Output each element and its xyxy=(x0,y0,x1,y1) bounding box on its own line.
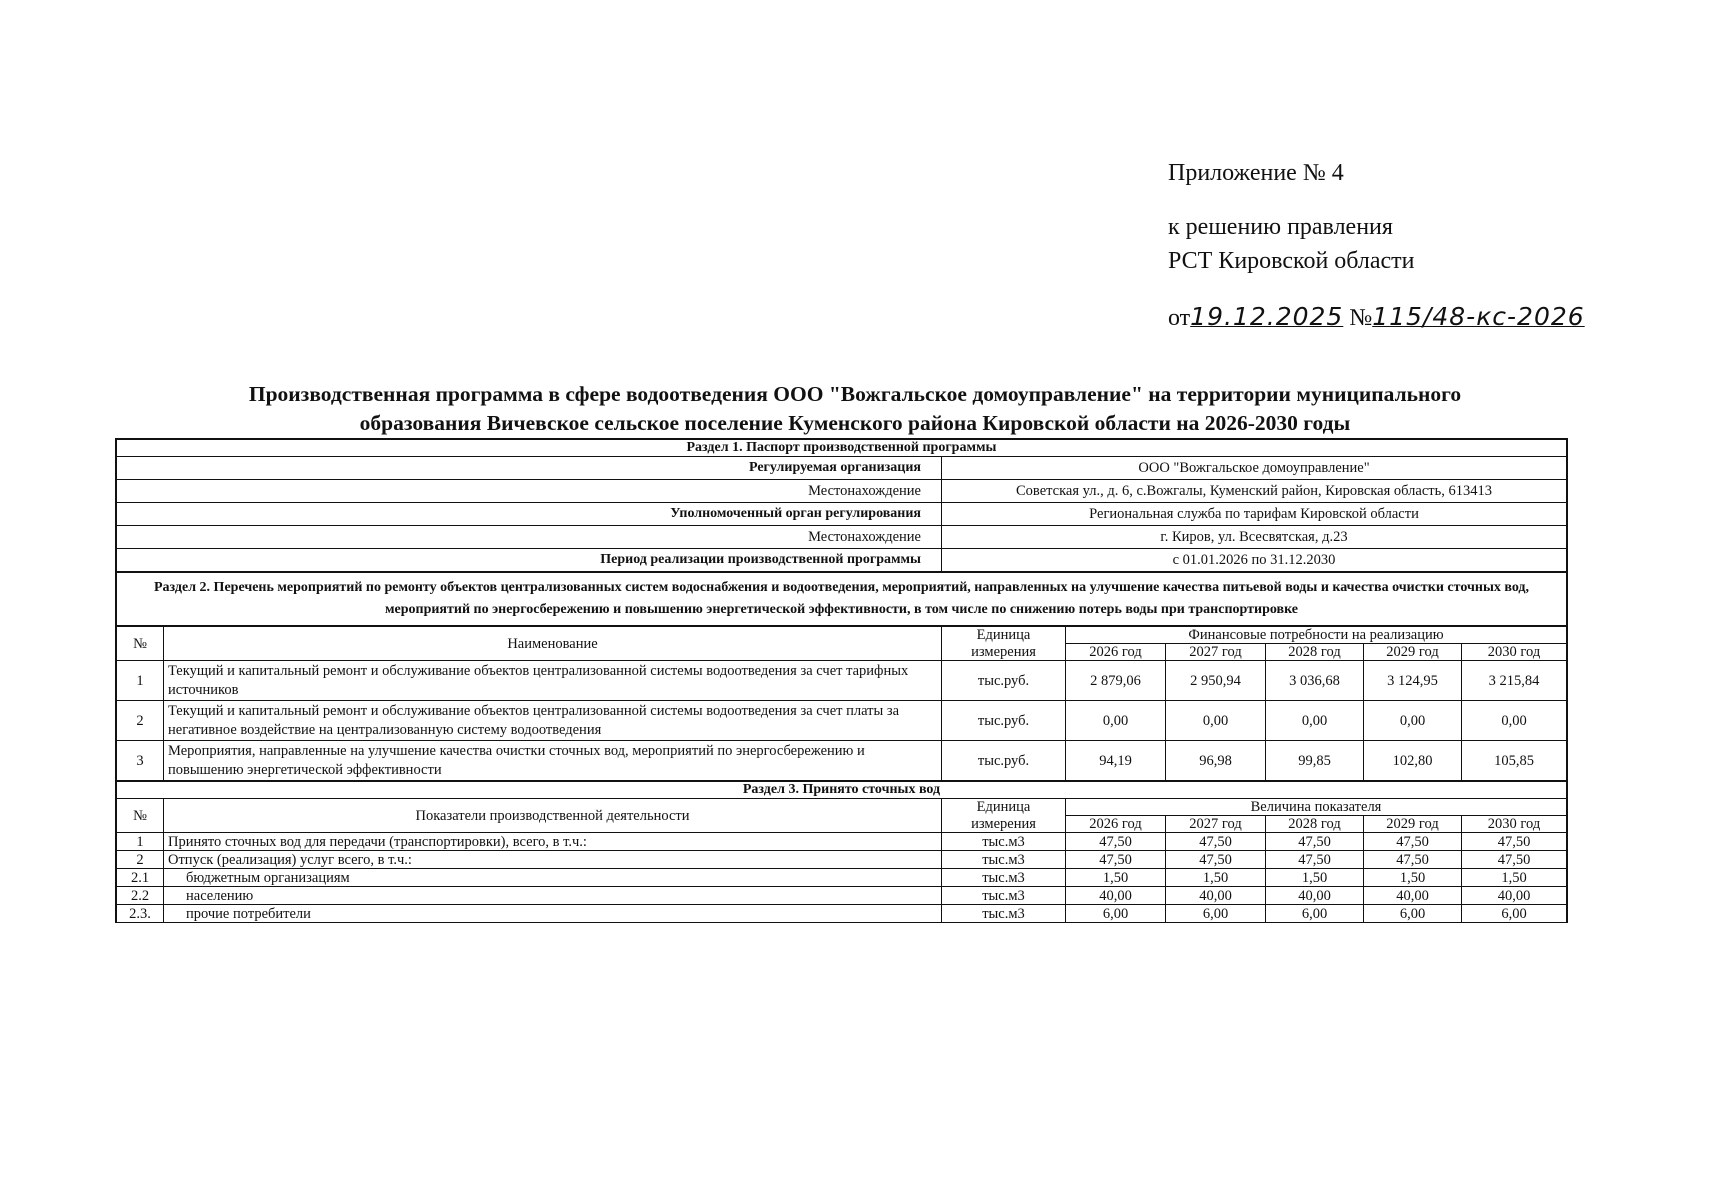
measure-value: 94,19 xyxy=(1066,741,1166,781)
indicator-value: 40,00 xyxy=(1066,887,1166,905)
measure-row xyxy=(117,661,1567,701)
passport-row xyxy=(117,480,1567,503)
s2-header-num: № xyxy=(117,627,164,661)
indicator-value: 6,00 xyxy=(1266,905,1364,923)
indicator-unit: тыс.м3 xyxy=(942,851,1066,869)
measure-row xyxy=(117,741,1567,781)
s3-header-year: 2030 год xyxy=(1462,816,1567,833)
measure-value: 3 215,84 xyxy=(1462,661,1567,701)
indicator-value: 47,50 xyxy=(1066,851,1166,869)
measure-value: 0,00 xyxy=(1166,701,1266,741)
indicator-value: 40,00 xyxy=(1166,887,1266,905)
measure-name: Текущий и капитальный ремонт и обслуживание объектов централизованной системы водоотведения за счет тарифных источников xyxy=(164,661,942,701)
indicator-value: 1,50 xyxy=(1364,869,1462,887)
s3-header-unit-2: измерения xyxy=(942,816,1066,833)
indicator-unit: тыс.м3 xyxy=(942,869,1066,887)
indicator-value: 47,50 xyxy=(1266,851,1364,869)
indicator-value: 1,50 xyxy=(1462,869,1567,887)
indicator-value: 47,50 xyxy=(1266,833,1364,851)
indicator-row xyxy=(117,851,1567,869)
s3-header-unit-1: Единица xyxy=(942,799,1066,816)
indicator-value: 6,00 xyxy=(1462,905,1567,923)
s2-header-year: 2028 год xyxy=(1266,644,1364,661)
passport-value: Советская ул., д. 6, с.Вожгалы, Куменский район, Кировская область, 613413 xyxy=(942,480,1567,503)
measure-value: 102,80 xyxy=(1364,741,1462,781)
section3-indicators-table xyxy=(116,781,1567,923)
handwritten-date: 19.12.2025 xyxy=(1190,302,1344,331)
indicator-value: 47,50 xyxy=(1462,851,1567,869)
measure-unit: тыс.руб. xyxy=(942,741,1066,781)
s2-header-year: 2026 год xyxy=(1066,644,1166,661)
measure-value: 2 950,94 xyxy=(1166,661,1266,701)
number-prefix: № xyxy=(1349,305,1373,331)
measure-num: 2 xyxy=(117,701,164,741)
passport-label: Регулируемая организация xyxy=(117,457,942,480)
measure-unit: тыс.руб. xyxy=(942,661,1066,701)
section1-passport-table xyxy=(116,439,1567,572)
measure-num: 3 xyxy=(117,741,164,781)
passport-row xyxy=(117,549,1567,572)
indicator-unit: тыс.м3 xyxy=(942,887,1066,905)
measure-value: 96,98 xyxy=(1166,741,1266,781)
measure-row xyxy=(117,701,1567,741)
measure-value: 3 036,68 xyxy=(1266,661,1364,701)
indicator-value: 1,50 xyxy=(1166,869,1266,887)
s3-header-group: Величина показателя xyxy=(1066,799,1567,816)
document-title xyxy=(110,380,1600,438)
section2-title: Раздел 2. Перечень мероприятий по ремонту объектов централизованных систем водоснабжения и водоотведения, мероприятий, направленных на улучшение качества питьевой воды и качества очистки сточных вод, мероприятий по энергосбережению и повышению энергетической эффективности, в том числе по снижению потерь воды при транспортировке xyxy=(117,573,1567,626)
indicator-value: 6,00 xyxy=(1364,905,1462,923)
indicator-name: бюджетным организациям xyxy=(164,869,942,887)
passport-value: с 01.01.2026 по 31.12.2030 xyxy=(942,549,1567,572)
indicator-unit: тыс.м3 xyxy=(942,905,1066,923)
indicator-num: 1 xyxy=(117,833,164,851)
indicator-row xyxy=(117,869,1567,887)
indicator-name: Отпуск (реализация) услуг всего, в т.ч.: xyxy=(164,851,942,869)
s2-header-unit-1: Единица xyxy=(942,627,1066,644)
measure-num: 1 xyxy=(117,661,164,701)
annex-subtitle-line2: РСТ Кировской области xyxy=(1168,248,1415,274)
program-table-frame xyxy=(115,438,1568,923)
indicator-num: 2 xyxy=(117,851,164,869)
s2-header-unit-2: измерения xyxy=(942,644,1066,661)
section2-measures-table xyxy=(116,572,1567,626)
document-title-line2: образования Вичевское сельское поселение Куменского района Кировской области на 2026-2030 годы xyxy=(359,411,1351,435)
s2-header-year: 2030 год xyxy=(1462,644,1567,661)
date-prefix: от xyxy=(1168,305,1191,331)
indicator-value: 40,00 xyxy=(1364,887,1462,905)
measure-value: 3 124,95 xyxy=(1364,661,1462,701)
passport-row xyxy=(117,503,1567,526)
passport-row xyxy=(117,526,1567,549)
indicator-value: 47,50 xyxy=(1166,833,1266,851)
indicator-value: 6,00 xyxy=(1066,905,1166,923)
passport-value: Региональная служба по тарифам Кировской области xyxy=(942,503,1567,526)
indicator-name: прочие потребители xyxy=(164,905,942,923)
s2-header-name: Наименование xyxy=(164,627,942,661)
annex-subtitle-line1: к решению правления xyxy=(1168,214,1393,240)
s2-header-group: Финансовые потребности на реализацию xyxy=(1066,627,1567,644)
s2-header-year: 2027 год xyxy=(1166,644,1266,661)
s3-header-year: 2028 год xyxy=(1266,816,1364,833)
annex-title: Приложение № 4 xyxy=(1168,160,1344,186)
indicator-value: 47,50 xyxy=(1462,833,1567,851)
passport-value: ООО "Вожгальское домоуправление" xyxy=(942,457,1567,480)
indicator-value: 40,00 xyxy=(1266,887,1364,905)
indicator-num: 2.3. xyxy=(117,905,164,923)
section2-grid xyxy=(116,626,1567,781)
annex-date-line xyxy=(1168,302,1585,332)
s3-header-year: 2026 год xyxy=(1066,816,1166,833)
indicator-value: 1,50 xyxy=(1066,869,1166,887)
s3-header-num: № xyxy=(117,799,164,833)
indicator-row xyxy=(117,905,1567,923)
passport-value: г. Киров, ул. Всесвятская, д.23 xyxy=(942,526,1567,549)
passport-label: Местонахождение xyxy=(117,480,942,503)
measure-name: Текущий и капитальный ремонт и обслуживание объектов централизованной системы водоотведения за счет платы за негативное воздействие на централизованную систему водоотведения xyxy=(164,701,942,741)
measure-value: 105,85 xyxy=(1462,741,1567,781)
document-title-line1: Производственная программа в сфере водоотведения ООО "Вожгальское домоуправление" на территории муниципального xyxy=(248,382,1462,406)
indicator-unit: тыс.м3 xyxy=(942,833,1066,851)
s2-header-year: 2029 год xyxy=(1364,644,1462,661)
measure-unit: тыс.руб. xyxy=(942,701,1066,741)
passport-label: Период реализации производственной программы xyxy=(117,549,942,572)
passport-row xyxy=(117,457,1567,480)
section2-rows xyxy=(117,661,1567,781)
section3-rows xyxy=(117,833,1567,923)
measure-name: Мероприятия, направленные на улучшение качества очистки сточных вод, мероприятий по энергосбережению и повышению энергетической эффективности xyxy=(164,741,942,781)
indicator-value: 47,50 xyxy=(1364,833,1462,851)
indicator-value: 40,00 xyxy=(1462,887,1567,905)
indicator-value: 47,50 xyxy=(1166,851,1266,869)
indicator-value: 47,50 xyxy=(1066,833,1166,851)
indicator-row xyxy=(117,833,1567,851)
section3-title: Раздел 3. Принято сточных вод xyxy=(117,782,1567,799)
measure-value: 0,00 xyxy=(1266,701,1364,741)
indicator-num: 2.1 xyxy=(117,869,164,887)
indicator-value: 6,00 xyxy=(1166,905,1266,923)
indicator-num: 2.2 xyxy=(117,887,164,905)
indicator-value: 1,50 xyxy=(1266,869,1364,887)
indicator-value: 47,50 xyxy=(1364,851,1462,869)
indicator-name: Принято сточных вод для передачи (транспортировки), всего, в т.ч.: xyxy=(164,833,942,851)
measure-value: 99,85 xyxy=(1266,741,1364,781)
s3-header-year: 2027 год xyxy=(1166,816,1266,833)
s3-header-year: 2029 год xyxy=(1364,816,1462,833)
measure-value: 2 879,06 xyxy=(1066,661,1166,701)
passport-label: Местонахождение xyxy=(117,526,942,549)
passport-label: Уполномоченный орган регулирования xyxy=(117,503,942,526)
measure-value: 0,00 xyxy=(1462,701,1567,741)
section1-title: Раздел 1. Паспорт производственной программы xyxy=(117,440,1567,457)
measure-value: 0,00 xyxy=(1066,701,1166,741)
indicator-name: населению xyxy=(164,887,942,905)
s3-header-name: Показатели производственной деятельности xyxy=(164,799,942,833)
indicator-row xyxy=(117,887,1567,905)
measure-value: 0,00 xyxy=(1364,701,1462,741)
handwritten-number: 115/48-кс-2026 xyxy=(1372,302,1585,331)
section1-rows xyxy=(117,457,1567,572)
